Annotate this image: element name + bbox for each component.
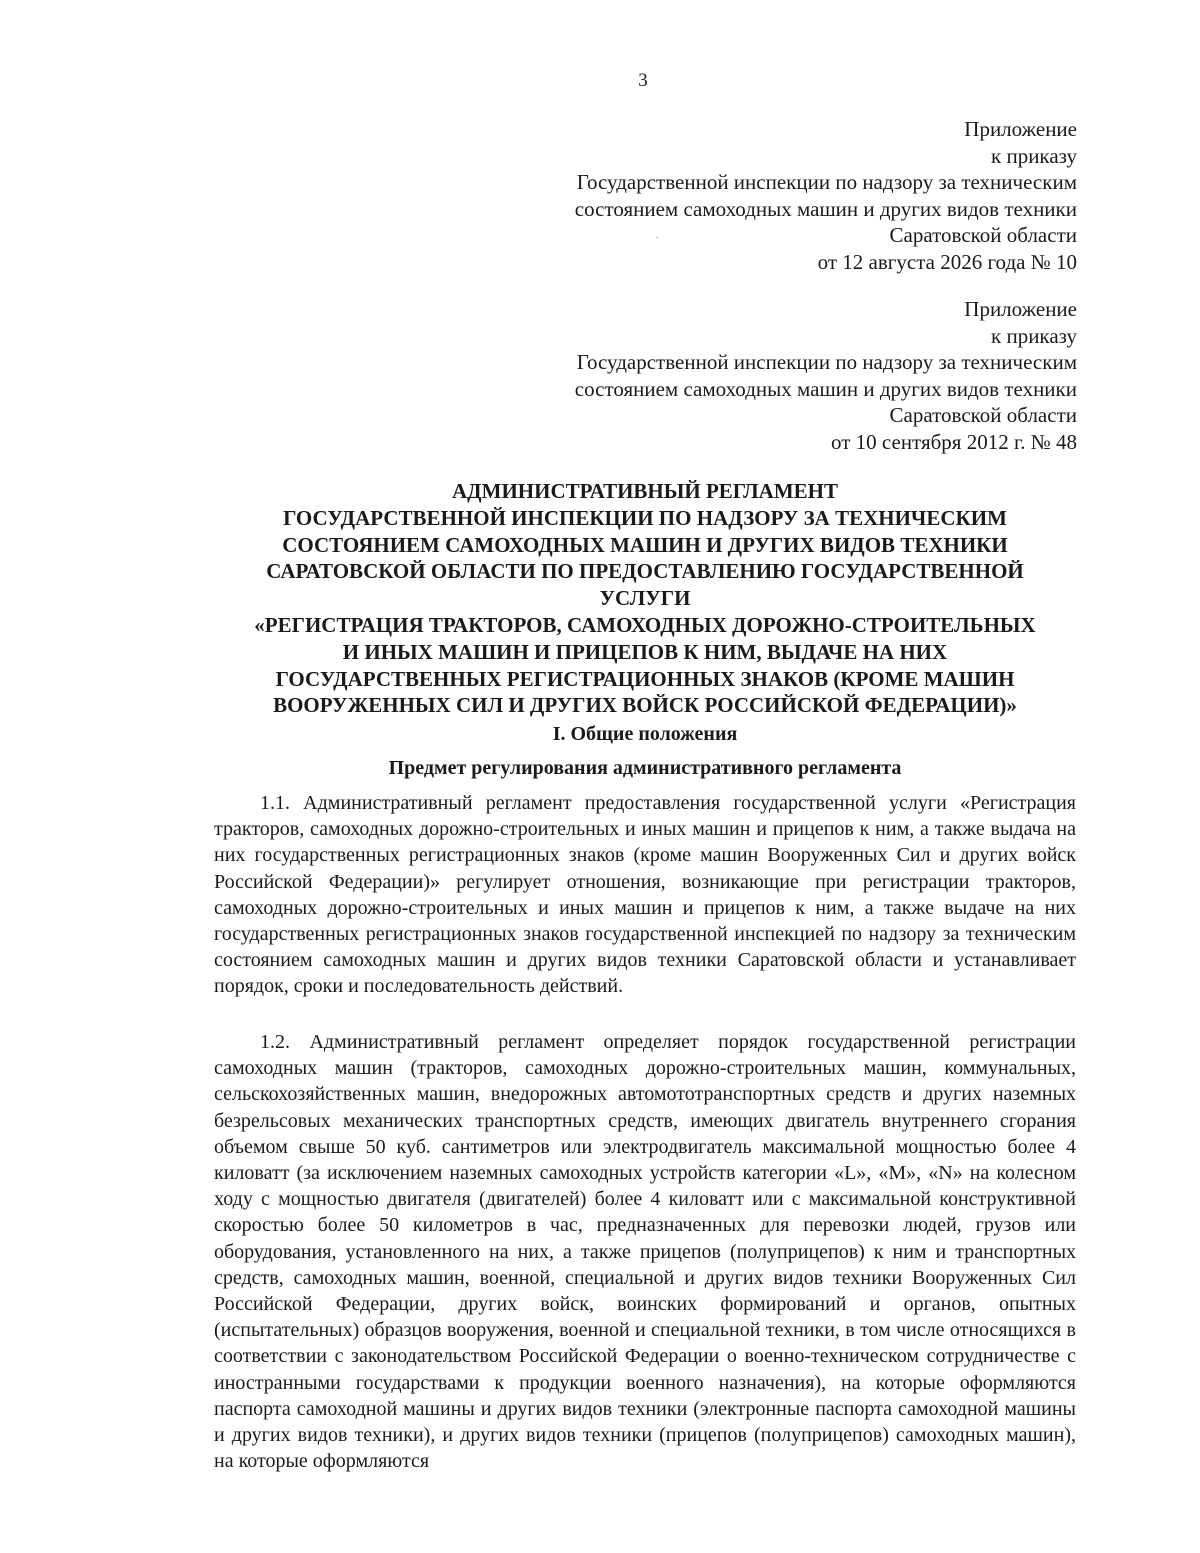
approval-block-current bbox=[575, 116, 1077, 275]
section-heading: I. Общие положения bbox=[552, 723, 738, 745]
title-line: ГОСУДАРСТВЕННОЙ ИНСПЕКЦИИ ПО НАДЗОРУ ЗА ТЕХНИЧЕСКИМ bbox=[283, 505, 1007, 530]
title-line: САРАТОВСКОЙ ОБЛАСТИ ПО ПРЕДОСТАВЛЕНИЮ ГОСУДАРСТВЕННОЙ bbox=[266, 559, 1024, 584]
approval-date: от 12 августа 2026 года № 10 bbox=[817, 249, 1077, 274]
subsection-heading: Предмет регулирования административного регламента bbox=[388, 757, 902, 779]
title-line: УСЛУГИ bbox=[599, 586, 691, 611]
document-title bbox=[214, 478, 1076, 719]
title-line: СОСТОЯНИЕМ САМОХОДНЫХ МАШИН И ДРУГИХ ВИДОВ ТЕХНИКИ bbox=[282, 532, 1008, 557]
approval-order-ref: к приказу bbox=[991, 143, 1077, 168]
approval-authority-line-2: состоянием самоходных машин и других видов техники bbox=[574, 196, 1077, 221]
approval-authority-line-1: Государственной инспекции по надзору за техническим bbox=[576, 350, 1077, 374]
title-line: «РЕГИСТРАЦИЯ ТРАКТОРОВ, САМОХОДНЫХ ДОРОЖНО-СТРОИТЕЛЬНЫХ bbox=[254, 612, 1036, 637]
title-line: АДМИНИСТРАТИВНЫЙ РЕГЛАМЕНТ bbox=[452, 479, 838, 503]
approval-block-original bbox=[575, 296, 1077, 455]
approval-region: Саратовской области bbox=[889, 403, 1077, 427]
approval-date: от 10 сентября 2012 г. № 48 bbox=[831, 429, 1077, 454]
approval-authority-line-2: состоянием самоходных машин и других видов техники bbox=[574, 376, 1077, 401]
title-line: И ИНЫХ МАШИН И ПРИЦЕПОВ К НИМ, ВЫДАЧЕ НА НИХ bbox=[342, 639, 948, 664]
title-line: ВООРУЖЕННЫХ СИЛ И ДРУГИХ ВОЙСК РОССИЙСКОЙ ФЕДЕРАЦИИ)» bbox=[273, 693, 1017, 718]
paragraph-1-2: 1.2. Административный регламент определяет порядок государственной регистрации самоходных машин (тракторов, самоходных дорожно-строительных машин, коммунальных, сельскохозяйственных машин, внедорожных автомототранспортных средств и других наземных безрельсовых механических транспортных средств, имеющих двигатель внутреннего сгорания объемом свыше 50 куб. сантиметров или электродвигатель максимальной мощностью более 4 киловатт (за исключением наземных самоходных устройств категории «L», «M», «N» на колесном ходу с мощностью двигателя (двигателей) более 4 киловатт или с максимальной конструктивной скоростью более 50 километров в час, предназначенных для перевозки людей, грузов или оборудования, установленного на них, а также прицепов (полуприцепов) к ним и транспортных средств, самоходных машин, военной, специальной и других видов техники Вооруженных Сил Российской Федерации, других войск, воинских формирований и органов, опытных (испытательных) образцов вооружения, военной и специальной техники, в том числе относящихся в соответствии с законодательством Российской Федерации о военно-техническом сотрудничестве с иностранными государствами к продукции военного назначения), на которые оформляются паспорта самоходной машины и других видов техники (электронные паспорта самоходной машины и других видов техники), и других видов техники (прицепов (полуприцепов) самоходных машин), на которые оформляются bbox=[214, 1031, 1076, 1473]
page-number: 3 bbox=[638, 70, 648, 91]
title-line: ГОСУДАРСТВЕННЫХ РЕГИСТРАЦИОННЫХ ЗНАКОВ (КРОМЕ МАШИН bbox=[275, 666, 1015, 691]
approval-order-ref: к приказу bbox=[991, 323, 1077, 348]
approval-label: Приложение bbox=[964, 117, 1077, 141]
approval-authority-line-1: Государственной инспекции по надзору за техническим bbox=[576, 170, 1077, 194]
scan-artifact bbox=[656, 237, 658, 238]
approval-label: Приложение bbox=[964, 297, 1077, 321]
approval-region: Саратовской области bbox=[889, 223, 1077, 247]
paragraph-1-1: 1.1. Административный регламент предоставления государственной услуги «Регистрация тракторов, самоходных дорожно-строительных и иных машин и прицепов к ним, а также выдача на них государственных регистрационных знаков (кроме машин Вооруженных Сил и других войск Российской Федерации)» регулирует отношения, возникающие при регистрации тракторов, самоходных дорожно-строительных и иных машин и прицепов к ним, а также выдаче на них государственных регистрационных знаков государственной инспекцией по надзору за техническим состоянием самоходных машин и других видов техники Саратовской области и устанавливает порядок, сроки и последовательность действий. bbox=[214, 792, 1076, 998]
